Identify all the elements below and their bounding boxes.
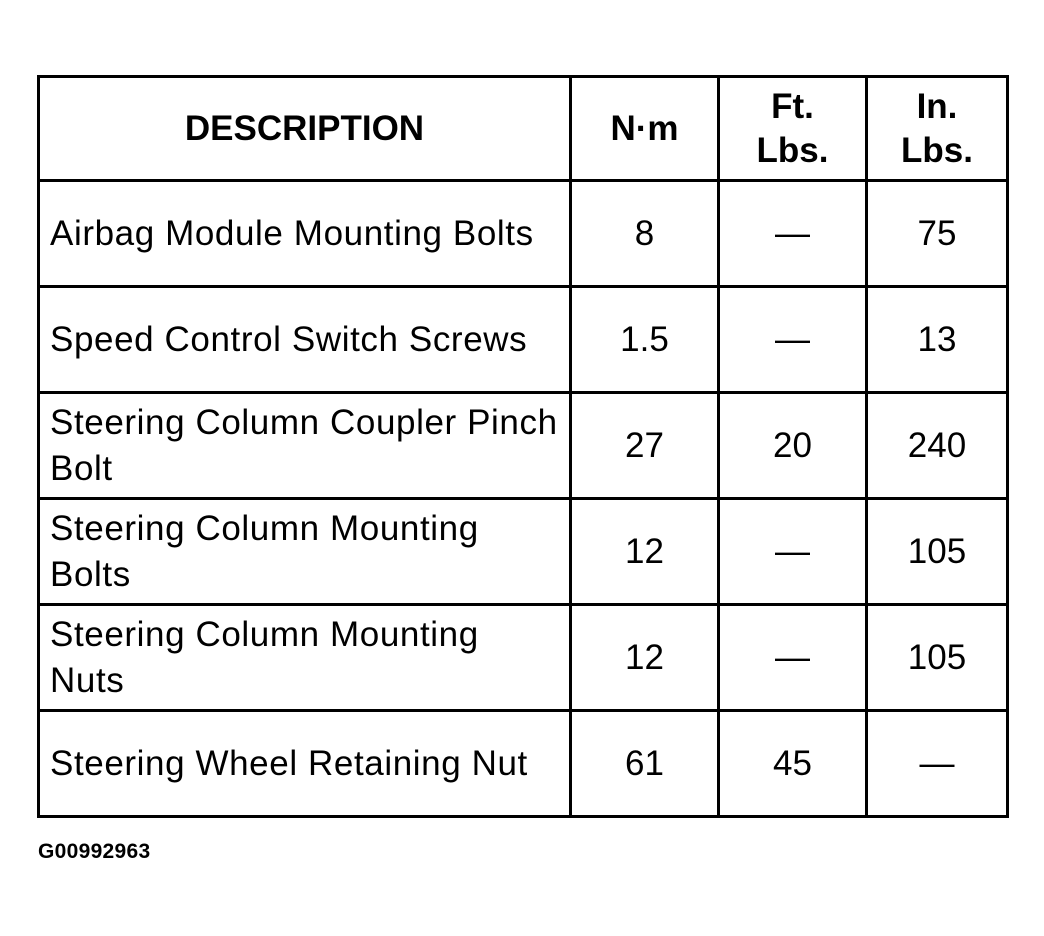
row-ft-lbs: 20: [719, 393, 867, 499]
row-nm: 1.5: [571, 287, 719, 393]
table-row: [39, 605, 1008, 711]
table-row: [39, 181, 1008, 287]
table-row: [39, 711, 1008, 817]
torque-spec-table: [37, 75, 1009, 818]
row-nm: 12: [571, 605, 719, 711]
header-in-lbs: In. Lbs.: [867, 77, 1008, 181]
row-description: Steering Column Mounting Nuts: [39, 605, 571, 711]
row-description: Steering Column Mounting Bolts: [39, 499, 571, 605]
row-description: Steering Column Coupler Pinch Bolt: [39, 393, 571, 499]
row-nm: 61: [571, 711, 719, 817]
header-nm: N·m: [571, 77, 719, 181]
row-description: Airbag Module Mounting Bolts: [39, 181, 571, 287]
row-in-lbs: 105: [867, 605, 1008, 711]
row-ft-lbs: —: [719, 499, 867, 605]
row-ft-lbs: —: [719, 287, 867, 393]
row-nm: 12: [571, 499, 719, 605]
figure-id: G00992963: [38, 840, 151, 863]
row-ft-lbs: 45: [719, 711, 867, 817]
table-row: [39, 499, 1008, 605]
row-in-lbs: 240: [867, 393, 1008, 499]
header-ft-lbs: Ft. Lbs.: [719, 77, 867, 181]
row-description: Steering Wheel Retaining Nut: [39, 711, 571, 817]
row-ft-lbs: —: [719, 181, 867, 287]
row-nm: 8: [571, 181, 719, 287]
row-description: Speed Control Switch Screws: [39, 287, 571, 393]
row-in-lbs: 13: [867, 287, 1008, 393]
row-in-lbs: —: [867, 711, 1008, 817]
row-in-lbs: 75: [867, 181, 1008, 287]
table-row: [39, 287, 1008, 393]
table-row: [39, 393, 1008, 499]
row-ft-lbs: —: [719, 605, 867, 711]
header-description: DESCRIPTION: [39, 77, 571, 181]
header-row: [39, 77, 1008, 181]
row-nm: 27: [571, 393, 719, 499]
row-in-lbs: 105: [867, 499, 1008, 605]
